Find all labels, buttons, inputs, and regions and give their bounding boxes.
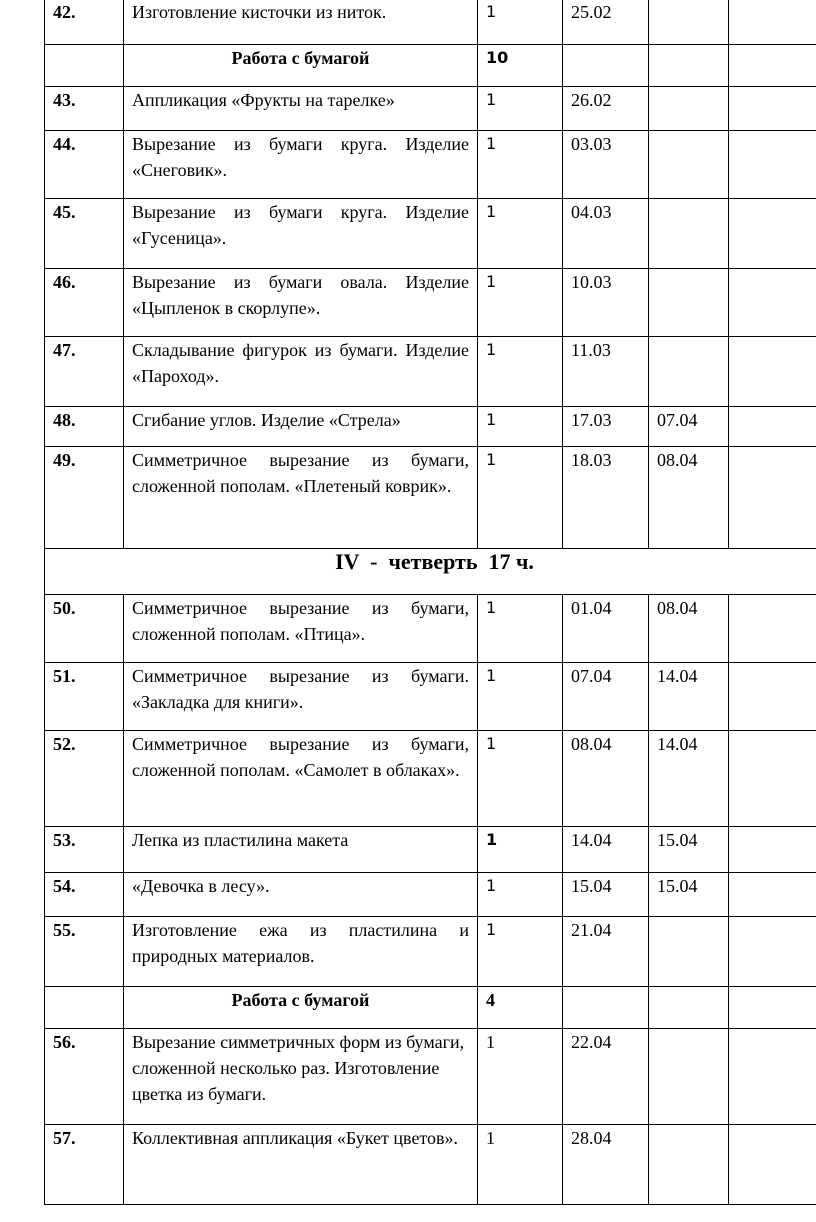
lesson-date-actual [649, 337, 729, 407]
lesson-date-planned: 08.04 [563, 731, 649, 827]
lesson-date-actual: 08.04 [649, 595, 729, 663]
table-row [45, 827, 816, 873]
section-hours: 4 [478, 987, 563, 1029]
table-row [45, 87, 816, 131]
section-date-cell [649, 987, 729, 1029]
lesson-notes [729, 1125, 816, 1205]
lesson-hours: 1 [478, 1125, 563, 1205]
lesson-number: 43. [45, 87, 124, 131]
section-date-cell [563, 987, 649, 1029]
lesson-notes [729, 917, 816, 987]
table-row [45, 663, 816, 731]
lesson-date-actual [649, 917, 729, 987]
lesson-topic: Складывание фигурок из бумаги. Изделие «Пароход». [124, 337, 478, 407]
lesson-number: 48. [45, 407, 124, 447]
lesson-date-planned: 22.04 [563, 1029, 649, 1125]
lesson-hours: 1 [478, 447, 563, 549]
lesson-date-actual [649, 1029, 729, 1125]
table-row [45, 1125, 816, 1205]
section-number-cell [45, 45, 124, 87]
table-row [45, 873, 816, 917]
lesson-date-actual [649, 87, 729, 131]
section-header-row [45, 987, 816, 1029]
lesson-topic: Симметричное вырезание из бумаги. «Закладка для книги». [124, 663, 478, 731]
lesson-notes [729, 337, 816, 407]
lesson-number: 46. [45, 269, 124, 337]
lesson-date-planned: 10.03 [563, 269, 649, 337]
lesson-hours: 1 [478, 827, 563, 873]
lesson-notes [729, 407, 816, 447]
section-number-cell [45, 987, 124, 1029]
lesson-topic: Коллективная аппликация «Букет цветов». [124, 1125, 478, 1205]
lesson-date-planned: 14.04 [563, 827, 649, 873]
lesson-date-actual: 14.04 [649, 731, 729, 827]
lesson-date-actual: 08.04 [649, 447, 729, 549]
lesson-topic: Аппликация «Фрукты на тарелке» [124, 87, 478, 131]
lesson-date-planned: 07.04 [563, 663, 649, 731]
section-header-row [45, 45, 816, 87]
lesson-notes [729, 269, 816, 337]
quarter-title-text: IV - четверть 17 ч. [335, 549, 534, 574]
lesson-topic: Вырезание из бумаги круга. Изделие «Снеговик». [124, 131, 478, 199]
lesson-date-planned: 25.02 [563, 0, 649, 45]
lesson-date-planned: 17.03 [563, 407, 649, 447]
quarter-title [45, 549, 816, 595]
lesson-hours: 1 [478, 131, 563, 199]
section-notes-cell [729, 45, 816, 87]
lesson-notes [729, 131, 816, 199]
lesson-topic: «Девочка в лесу». [124, 873, 478, 917]
lesson-hours: 1 [478, 269, 563, 337]
lesson-number: 51. [45, 663, 124, 731]
lesson-notes [729, 0, 816, 45]
table-row [45, 1029, 816, 1125]
lesson-hours: 1 [478, 663, 563, 731]
lesson-notes [729, 731, 816, 827]
lesson-number: 53. [45, 827, 124, 873]
lesson-number: 52. [45, 731, 124, 827]
lesson-topic: Вырезание из бумаги овала. Изделие «Цыпленок в скорлупе». [124, 269, 478, 337]
lesson-date-planned: 04.03 [563, 199, 649, 269]
lesson-number: 55. [45, 917, 124, 987]
lesson-number: 47. [45, 337, 124, 407]
lesson-topic: Симметричное вырезание из бумаги, сложенной пополам. «Птица». [124, 595, 478, 663]
table-row [45, 595, 816, 663]
lesson-topic: Симметричное вырезание из бумаги, сложенной пополам. «Самолет в облаках». [124, 731, 478, 827]
lesson-number: 57. [45, 1125, 124, 1205]
lesson-date-actual: 07.04 [649, 407, 729, 447]
lesson-topic: Изготовление кисточки из ниток. [124, 0, 478, 45]
lesson-plan-body [45, 0, 816, 1205]
lesson-notes [729, 1029, 816, 1125]
table-row [45, 0, 816, 45]
lesson-topic: Вырезание из бумаги круга. Изделие «Гусеница». [124, 199, 478, 269]
lesson-notes [729, 827, 816, 873]
lesson-hours: 1 [478, 337, 563, 407]
table-row [45, 199, 816, 269]
lesson-date-planned: 26.02 [563, 87, 649, 131]
lesson-hours: 1 [478, 87, 563, 131]
lesson-date-planned: 28.04 [563, 1125, 649, 1205]
lesson-hours: 1 [478, 731, 563, 827]
lesson-plan-table [44, 0, 816, 1205]
lesson-notes [729, 595, 816, 663]
lesson-notes [729, 873, 816, 917]
lesson-number: 44. [45, 131, 124, 199]
section-notes-cell [729, 987, 816, 1029]
section-date-cell [563, 45, 649, 87]
lesson-date-planned: 01.04 [563, 595, 649, 663]
lesson-hours: 1 [478, 0, 563, 45]
lesson-notes [729, 663, 816, 731]
table-row [45, 337, 816, 407]
section-title: Работа с бумагой [124, 987, 478, 1029]
lesson-date-actual: 15.04 [649, 873, 729, 917]
lesson-date-actual [649, 269, 729, 337]
lesson-topic: Лепка из пластилина макета [124, 827, 478, 873]
section-hours: 10 [478, 45, 563, 87]
lesson-topic: Симметричное вырезание из бумаги, сложенной пополам. «Плетеный коврик». [124, 447, 478, 549]
lesson-notes [729, 199, 816, 269]
lesson-topic: Вырезание симметричных форм из бумаги, сложенной несколько раз. Изготовление цветка из бумаги. [124, 1029, 478, 1125]
lesson-number: 45. [45, 199, 124, 269]
lesson-number: 42. [45, 0, 124, 45]
lesson-topic: Изготовление ежа из пластилина и природных материалов. [124, 917, 478, 987]
lesson-number: 49. [45, 447, 124, 549]
lesson-hours: 1 [478, 407, 563, 447]
table-row [45, 731, 816, 827]
table-row [45, 917, 816, 987]
table-row [45, 447, 816, 549]
lesson-date-actual [649, 1125, 729, 1205]
section-date-cell [649, 45, 729, 87]
lesson-hours: 1 [478, 873, 563, 917]
lesson-hours: 1 [478, 917, 563, 987]
lesson-date-planned: 11.03 [563, 337, 649, 407]
lesson-date-planned: 03.03 [563, 131, 649, 199]
lesson-date-planned: 15.04 [563, 873, 649, 917]
lesson-number: 50. [45, 595, 124, 663]
quarter-header-row [45, 549, 816, 595]
lesson-date-planned: 21.04 [563, 917, 649, 987]
lesson-date-actual: 14.04 [649, 663, 729, 731]
lesson-hours: 1 [478, 1029, 563, 1125]
table-row [45, 131, 816, 199]
lesson-date-actual [649, 131, 729, 199]
table-row [45, 407, 816, 447]
lesson-number: 56. [45, 1029, 124, 1125]
lesson-number: 54. [45, 873, 124, 917]
lesson-date-actual [649, 0, 729, 45]
lesson-date-planned: 18.03 [563, 447, 649, 549]
lesson-hours: 1 [478, 199, 563, 269]
lesson-notes [729, 447, 816, 549]
lesson-date-actual: 15.04 [649, 827, 729, 873]
lesson-hours: 1 [478, 595, 563, 663]
table-row [45, 269, 816, 337]
lesson-topic: Сгибание углов. Изделие «Стрела» [124, 407, 478, 447]
section-title: Работа с бумагой [124, 45, 478, 87]
lesson-date-actual [649, 199, 729, 269]
lesson-notes [729, 87, 816, 131]
